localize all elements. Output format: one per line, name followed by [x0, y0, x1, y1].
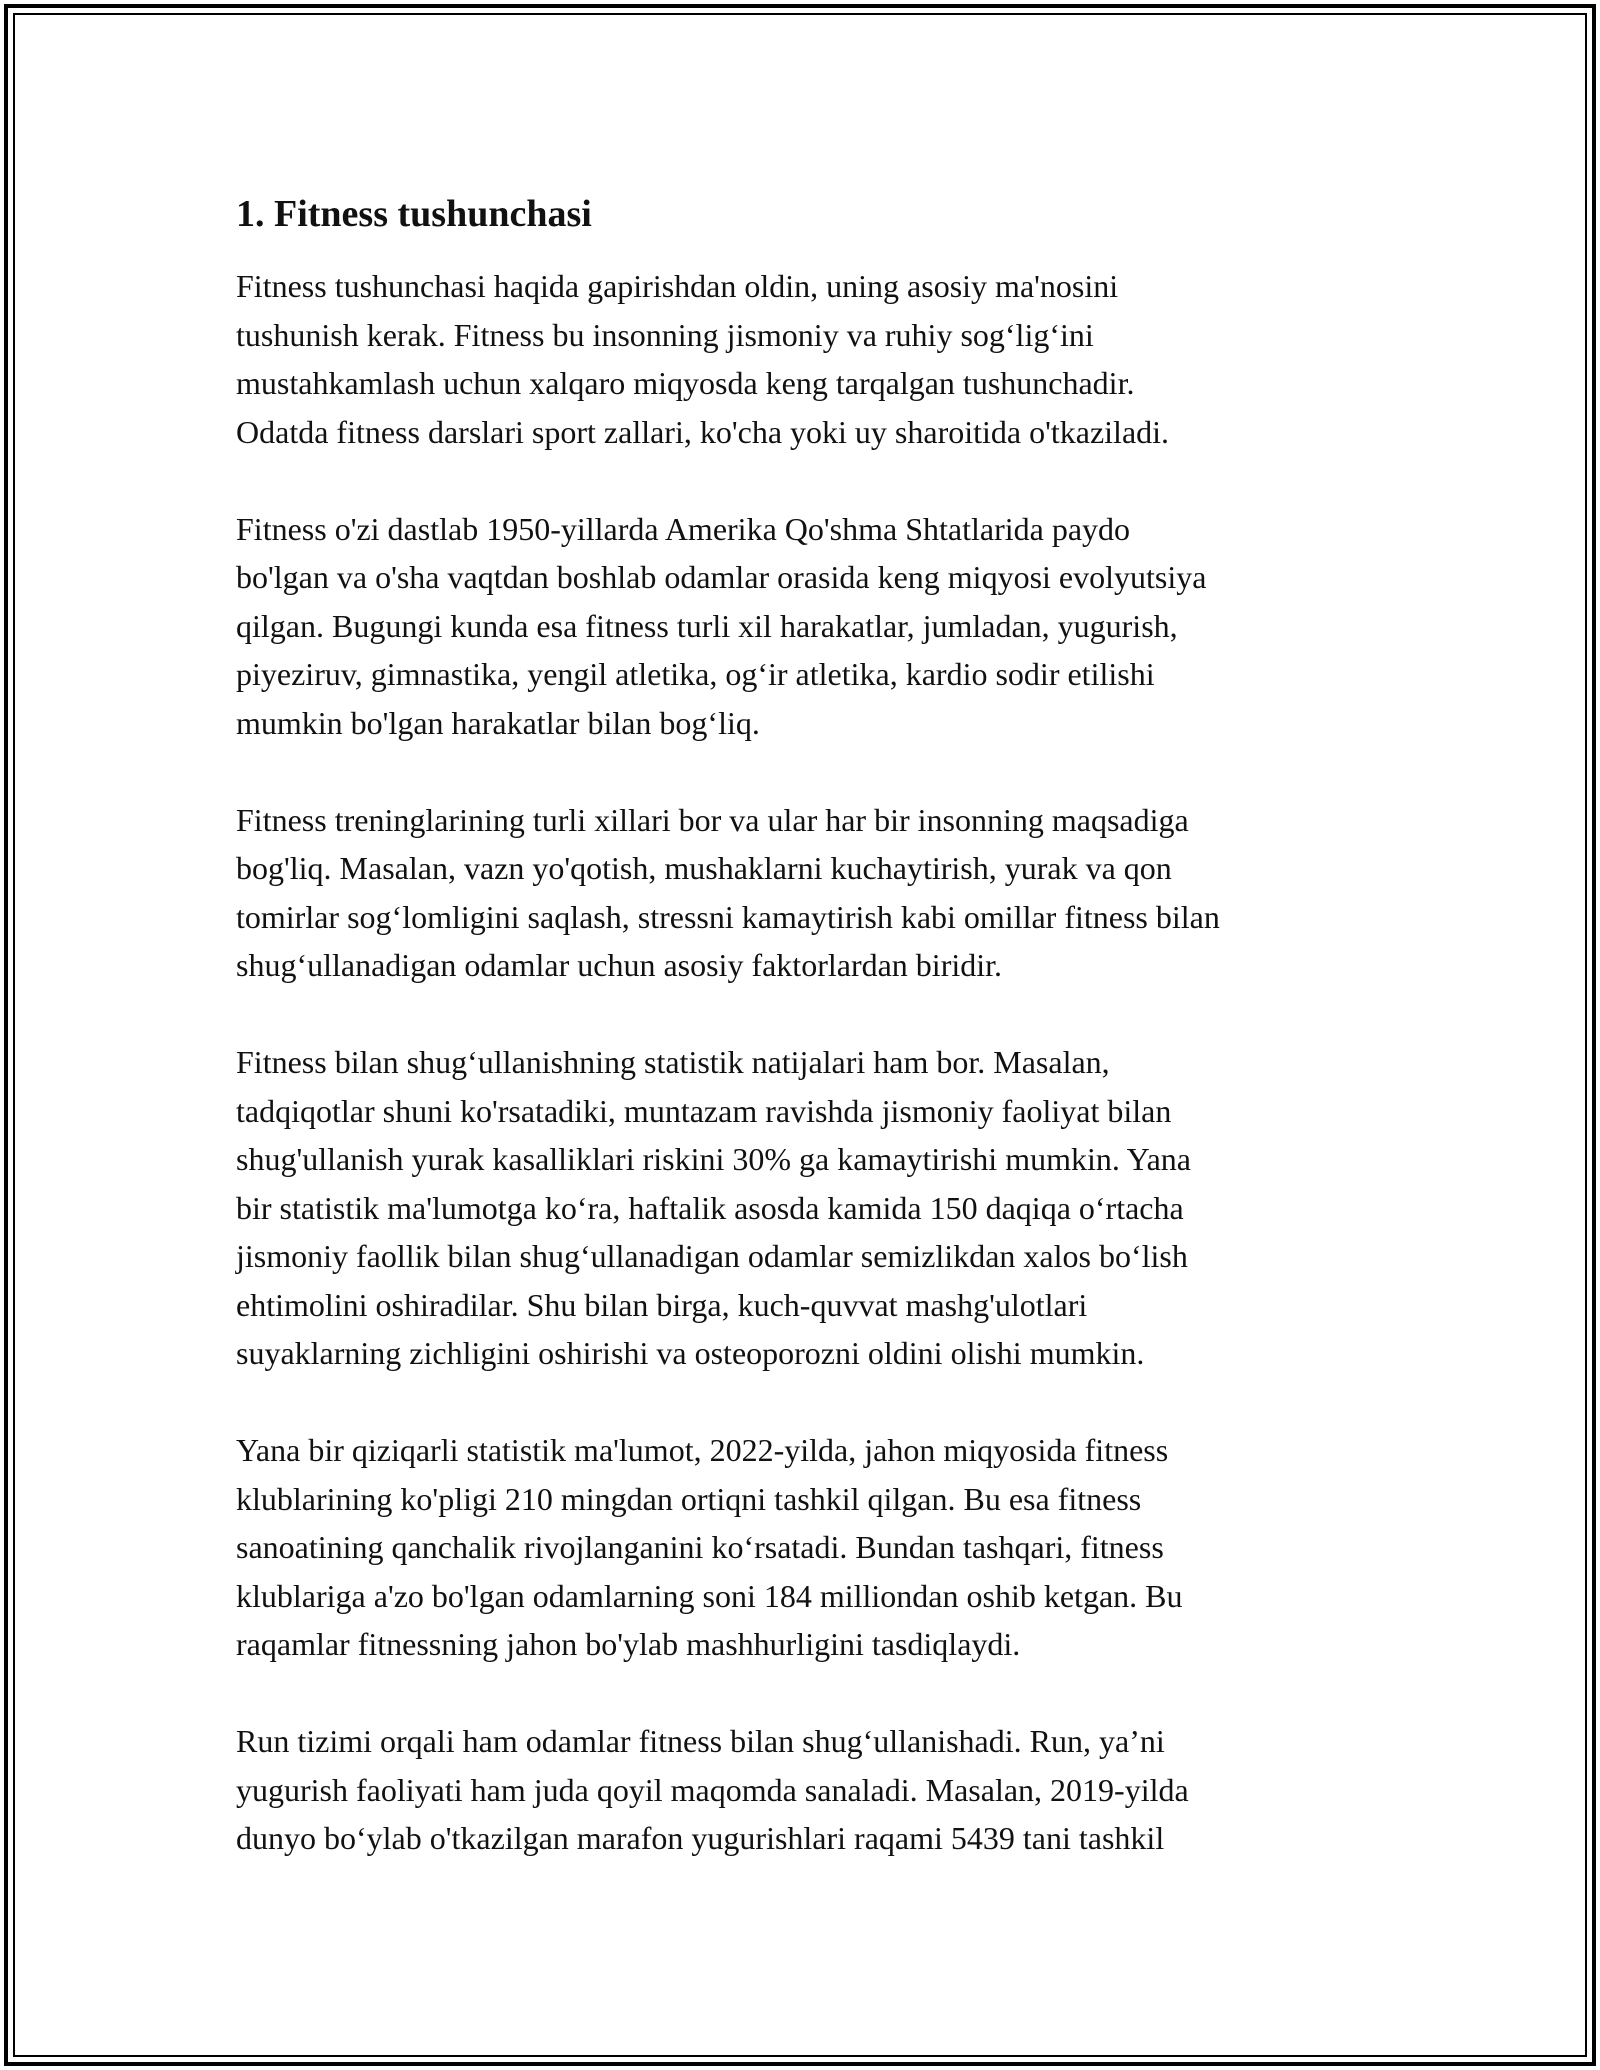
document-body — [236, 190, 1376, 1911]
paragraph-line: suyaklarning zichligini oshirishi va osteoporozni oldini olishi mumkin. — [236, 1335, 1145, 1371]
paragraph-line: tomirlar sog‘lomligini saqlash, stressni kamaytirish kabi omillar fitness bilan — [236, 898, 1220, 935]
paragraph-line: klublariga a'zo bo'lgan odamlarning soni 184 milliondan oshib ketgan. Bu — [236, 1577, 1183, 1614]
paragraph-line: dunyo bo‘ylab o'tkazilgan marafon yugurishlari raqami 5439 tani tashkil — [236, 1820, 1165, 1856]
paragraph-line: raqamlar fitnessning jahon bo'ylab mashhurligini tasdiqlaydi. — [236, 1626, 1021, 1662]
paragraph-line: mumkin bo'lgan harakatlar bilan bog‘liq. — [236, 704, 760, 741]
paragraph-line: Odatda fitness darslari sport zallari, ko'cha yoki uy sharoitida o'tkaziladi. — [236, 413, 1170, 450]
paragraph-line: bo'lgan va o'sha vaqtdan boshlab odamlar orasida keng miqyosi evolyutsiya — [236, 559, 1207, 595]
paragraph — [236, 262, 1376, 456]
paragraph-line: bog'liq. Masalan, vazn yo'qotish, mushaklarni kuchaytirish, yurak va qon — [236, 850, 1172, 886]
paragraph-line: Fitness tushunchasi haqida gapirishdan oldin, uning asosiy ma'nosini — [236, 268, 1119, 304]
paragraph-line: tadqiqotlar shuni ko'rsatadiki, muntazam ravishda jismoniy faoliyat bilan — [236, 1092, 1172, 1129]
paragraph — [236, 796, 1376, 990]
paragraph-line: klublarining ko'pligi 210 mingdan ortiqni tashkil qilgan. Bu esa fitness — [236, 1480, 1142, 1517]
paragraph-line: Fitness bilan shug‘ullanishning statistik natijalari ham bor. Masalan, — [236, 1044, 1110, 1080]
paragraph-list — [236, 262, 1376, 1863]
paragraph-line: Yana bir qiziqarli statistik ma'lumot, 2022-yilda, jahon miqyosida fitness — [236, 1432, 1169, 1468]
section-heading: 1. Fitness tushunchasi — [236, 193, 592, 235]
paragraph — [236, 1717, 1376, 1863]
paragraph — [236, 505, 1376, 748]
paragraph-line: piyeziruv, gimnastika, yengil atletika, og‘ir atletika, kardio sodir etilishi — [236, 656, 1155, 692]
paragraph-line: Fitness o'zi dastlab 1950-yillarda Amerika Qo'shma Shtatlarida paydo — [236, 510, 1131, 547]
paragraph-line: Fitness treninglarining turli xillari bor va ular har bir insonning maqsadiga — [236, 801, 1189, 838]
paragraph-line: jismoniy faollik bilan shug‘ullanadigan odamlar semizlikdan xalos bo‘lish — [236, 1238, 1188, 1274]
paragraph-line: bir statistik ma'lumotga ko‘ra, haftalik asosda kamida 150 daqiqa o‘rtacha — [236, 1189, 1184, 1226]
paragraph-line: sanoatining qanchalik rivojlanganini ko‘rsatadi. Bundan tashqari, fitness — [236, 1529, 1164, 1565]
paragraph-line: mustahkamlash uchun xalqaro miqyosda keng tarqalgan tushunchadir. — [236, 365, 1135, 401]
paragraph-line: yugurish faoliyati ham juda qoyil maqomda sanaladi. Masalan, 2019-yilda — [236, 1771, 1189, 1808]
paragraph-line: shug'ullanish yurak kasalliklari riskini 30% ga kamaytirishi mumkin. Yana — [236, 1141, 1191, 1177]
paragraph-line: tushunish kerak. Fitness bu insonning jismoniy va ruhiy sog‘lig‘ini — [236, 316, 1094, 353]
paragraph — [236, 1038, 1376, 1378]
paragraph — [236, 1426, 1376, 1669]
paragraph-line: qilgan. Bugungi kunda esa fitness turli xil harakatlar, jumladan, yugurish, — [236, 607, 1178, 644]
paragraph-line: ehtimolini oshiradilar. Shu bilan birga, kuch-quvvat mashg'ulotlari — [236, 1286, 1088, 1323]
paragraph-line: shug‘ullanadigan odamlar uchun asosiy faktorlardan biridir. — [236, 947, 1003, 983]
paragraph-line: Run tizimi orqali ham odamlar fitness bilan shug‘ullanishadi. Run, ya’ni — [236, 1723, 1165, 1759]
